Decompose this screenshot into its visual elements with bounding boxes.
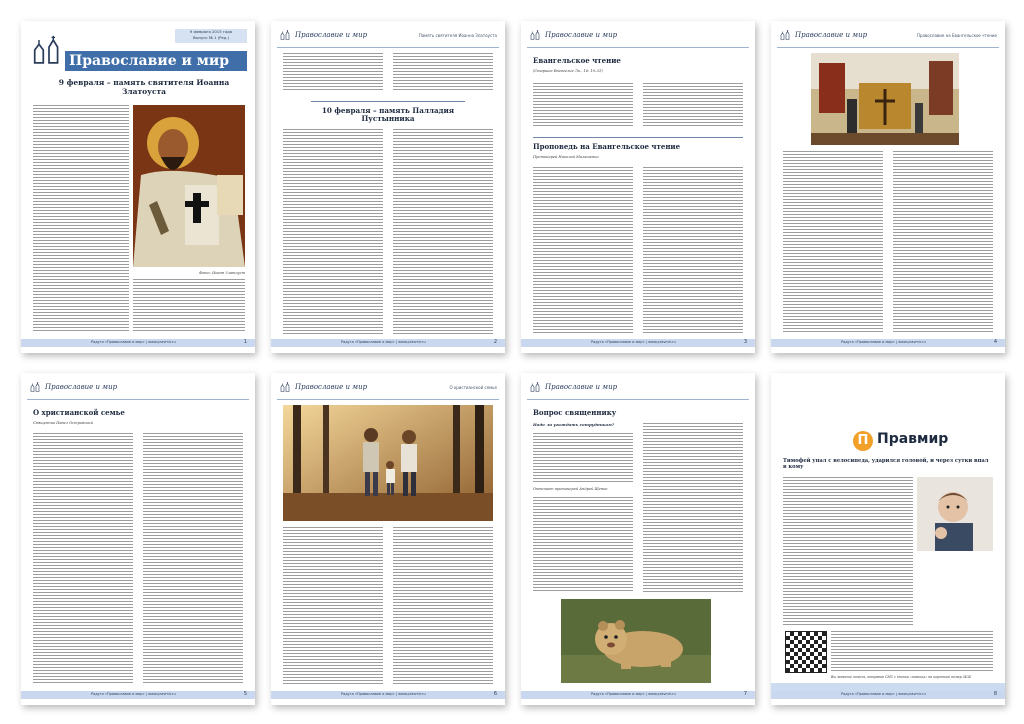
- page-number: 1: [243, 339, 247, 345]
- masthead: Православие и мир: [65, 51, 247, 71]
- page-6[interactable]: [271, 373, 505, 705]
- footer: [271, 691, 505, 699]
- qr-caption-text: [831, 631, 993, 673]
- body-text-left: [33, 433, 133, 685]
- body-text: [783, 477, 913, 627]
- icon-image: [133, 105, 245, 267]
- author: Отвечает протоиерей Андрей Щенко: [533, 487, 608, 491]
- page-number: 8: [993, 691, 997, 697]
- page-3[interactable]: [521, 21, 755, 353]
- church-icon: [279, 30, 293, 40]
- body-text-top-right: [393, 53, 493, 91]
- author: Священник Павел Островский: [33, 421, 93, 425]
- footer: [21, 339, 255, 347]
- header-subtitle: Православие на Евангельское чтение: [916, 33, 997, 38]
- subhead: (Старшее Евангелие Лк., 16: 19–31): [533, 69, 603, 73]
- page-number: 7: [743, 691, 747, 697]
- body-text-right: [893, 151, 993, 333]
- headline: 10 февраля – память Палладия Пустынника: [321, 106, 455, 124]
- body-text-right: [393, 129, 493, 335]
- body-text-right: [643, 167, 743, 333]
- headline: Евангельское чтение: [533, 56, 621, 65]
- page-5[interactable]: [21, 373, 255, 705]
- page-2[interactable]: [271, 21, 505, 353]
- page-8[interactable]: [771, 373, 1005, 705]
- body-text-left: [783, 151, 883, 333]
- donation-cta: Вы можете помочь, отправив СМС с кнопки «помощь» на короткий номер 3434: [831, 675, 971, 679]
- page-header: [27, 379, 249, 400]
- footer: [771, 339, 1005, 347]
- body-text-left: [533, 497, 633, 593]
- footer: [771, 691, 1005, 699]
- page-number: 4: [993, 339, 997, 345]
- brand: [279, 382, 367, 392]
- divider: [311, 101, 465, 102]
- body-text-top-left: [533, 83, 633, 127]
- page-header: [527, 27, 749, 48]
- church-icon: [279, 382, 293, 392]
- brand-label: Православие и мир: [545, 31, 618, 39]
- footer-text: Радуга «Православие и мир» | www.pravmir.ru: [591, 340, 676, 344]
- page-number: 5: [243, 691, 247, 697]
- brand-label: Православие и мир: [295, 383, 368, 391]
- qr-code[interactable]: [785, 631, 827, 673]
- church-logo-icon: [29, 31, 69, 69]
- page-number: 2: [493, 339, 497, 345]
- headline: Вопрос священнику: [533, 408, 617, 417]
- pravmir-logo-icon: П: [853, 431, 873, 451]
- brand: [529, 382, 617, 392]
- body-text-left: [283, 129, 383, 335]
- brand: [529, 30, 617, 40]
- brand: [279, 30, 367, 40]
- footer-text: Радуга «Православие и мир» | www.pravmir.ru: [591, 692, 676, 696]
- body-text-top-left: [283, 53, 383, 91]
- headline: 9 февраля – память святителя Иоанна Златоуста: [58, 78, 230, 96]
- image-caption: Фото: Иоанн Златоуст: [199, 271, 246, 275]
- brand: [29, 382, 117, 392]
- church-icon: [529, 30, 543, 40]
- page-header: [277, 27, 499, 48]
- footer-text: Радуга «Православие и мир» | www.pravmir.ru: [841, 692, 926, 696]
- footer-text: Радуга «Православие и мир» | www.pravmir.ru: [841, 340, 926, 344]
- brand-label: Православие и мир: [295, 31, 368, 39]
- headline: Тимофей упал с велосипеда, ударился головой, и через сутки впал в кому: [783, 458, 989, 470]
- page-header: [277, 379, 499, 400]
- footer: [521, 691, 755, 699]
- pravmir-logo-text: Правмир: [877, 431, 949, 447]
- church-icon: [529, 382, 543, 392]
- author: Протоиерей Николай Малашенко: [533, 155, 599, 159]
- body-text-top-right: [643, 83, 743, 127]
- headline-2: Проповедь на Евангельское чтение: [533, 142, 681, 151]
- footer-text: Радуга «Православие и мир» | www.pravmir.ru: [91, 692, 176, 696]
- footer-text: Радуга «Православие и мир» | www.pravmir.ru: [341, 692, 426, 696]
- body-text-right: [133, 279, 245, 331]
- brand: [779, 30, 867, 40]
- page-4[interactable]: [771, 21, 1005, 353]
- body-text-left: [283, 527, 383, 685]
- body-text-right: [143, 433, 243, 685]
- question-title: Надо ли угождать сотрудникам?: [533, 422, 615, 427]
- lion-cub-photo: [561, 599, 711, 683]
- body-text-left: [533, 167, 633, 333]
- footer: [521, 339, 755, 347]
- question-text: [533, 433, 633, 483]
- church-icon: [29, 382, 43, 392]
- header-subtitle: О христианской семье: [449, 385, 497, 390]
- footer-text: Радуга «Православие и мир» | www.pravmir.ru: [341, 340, 426, 344]
- page-header: [777, 27, 999, 48]
- body-text-right: [393, 527, 493, 685]
- header-subtitle: Память святителя Иоанна Златоуста: [418, 33, 497, 38]
- footer-text: Радуга «Православие и мир» | www.pravmir.ru: [91, 340, 176, 344]
- body-text-right: [643, 423, 743, 593]
- issue-number: Выпуск № 1 (Ред.): [192, 35, 230, 40]
- body-text: [33, 105, 129, 331]
- issue-badge: [175, 29, 247, 43]
- headline: О христианской семье: [33, 408, 125, 417]
- church-icon: [779, 30, 793, 40]
- page-header: [527, 379, 749, 400]
- brand-label: Православие и мир: [545, 383, 618, 391]
- page-number: 3: [743, 339, 747, 345]
- child-photo: [917, 477, 993, 551]
- footer: [271, 339, 505, 347]
- brand-label: Православие и мир: [45, 383, 118, 391]
- family-photo: [283, 405, 493, 521]
- issue-date: 9 февраля 2015 года: [189, 29, 233, 34]
- footer: [21, 691, 255, 699]
- divider: [533, 137, 743, 138]
- church-interior-photo: [811, 53, 959, 145]
- page-number: 6: [493, 691, 497, 697]
- page-7[interactable]: [521, 373, 755, 705]
- brand-label: Православие и мир: [795, 31, 868, 39]
- page-1[interactable]: [21, 21, 255, 353]
